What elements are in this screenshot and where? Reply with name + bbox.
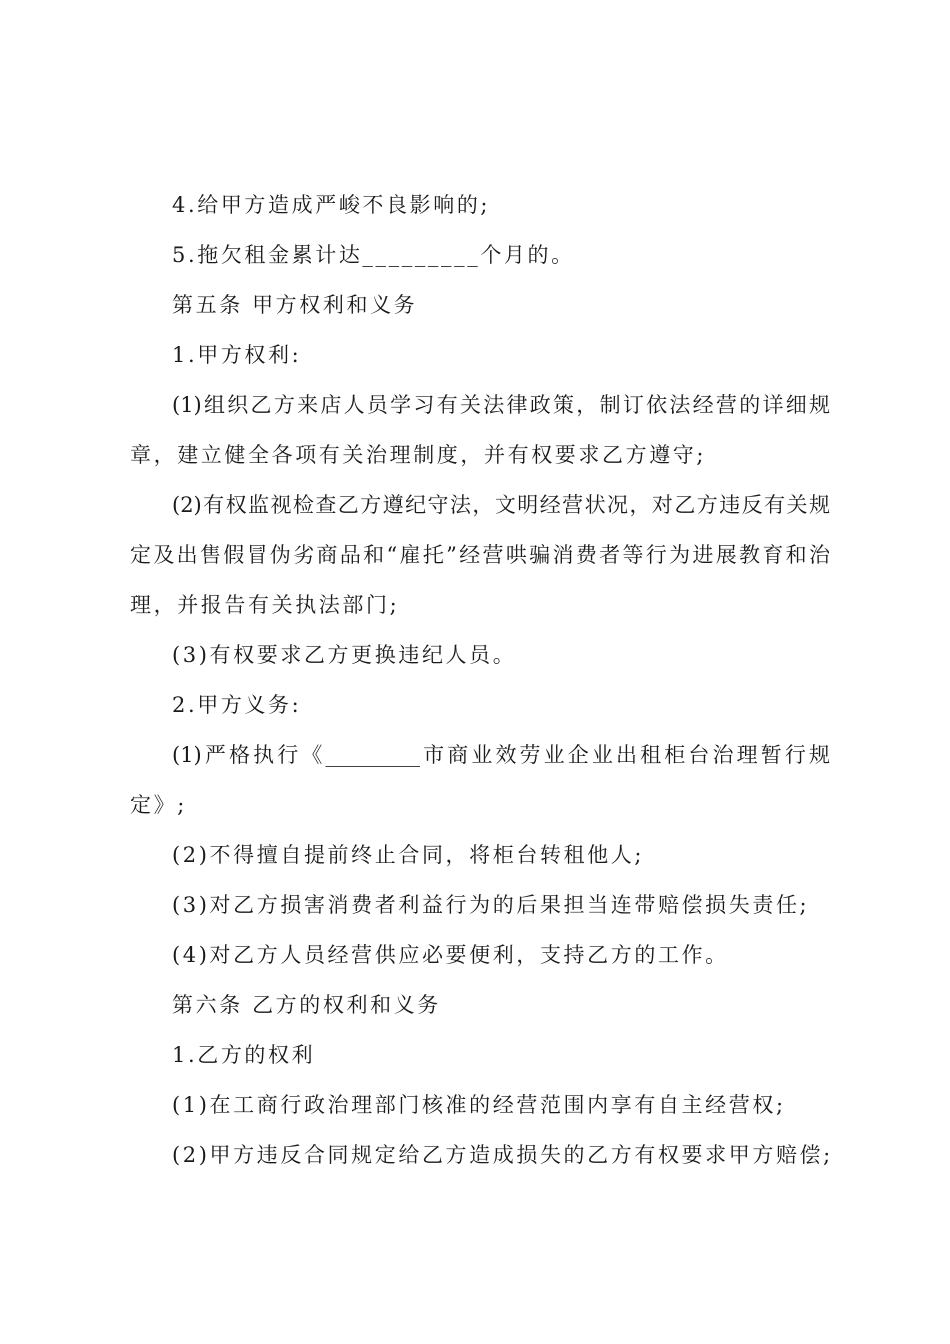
- party-a-duty-3: (3)对乙方损害消费者利益行为的后果担当连带赔偿损失责任;: [172, 893, 810, 917]
- party-a-duty-1-line-2: 定》;: [130, 793, 187, 817]
- party-a-rights-heading: 1.甲方权利:: [172, 343, 302, 367]
- clause-item-4: 4.给甲方造成严峻不良影响的;: [172, 193, 491, 217]
- clause-item-5: 5.拖欠租金累计达_________个月的。: [172, 243, 575, 267]
- party-a-right-2-line-1: (2)有权监视检查乙方遵纪守法，文明经营状况，对乙方违反有关规: [172, 493, 830, 517]
- party-b-right-1: (1)在工商行政治理部门核准的经营范围内享有自主经营权;: [172, 1093, 786, 1117]
- party-b-right-2: (2)甲方违反合同规定给乙方造成损失的乙方有权要求甲方赔偿;: [172, 1143, 833, 1167]
- party-a-duty-2: (2)不得擅自提前终止合同，将柜台转租他人;: [172, 843, 645, 867]
- article-5-heading: 第五条 甲方权利和义务: [172, 293, 418, 317]
- party-a-right-2-line-3: 理，并报告有关执法部门;: [130, 593, 400, 617]
- party-a-right-3: (3)有权要求乙方更换违纪人员。: [172, 643, 517, 667]
- party-a-right-1-line-1: (1)组织乙方来店人员学习有关法律政策，制订依法经营的详细规: [172, 393, 830, 417]
- party-b-rights-heading: 1.乙方的权利: [172, 1043, 316, 1067]
- party-a-duty-4: (4)对乙方人员经营供应必要便利，支持乙方的工作。: [172, 943, 729, 967]
- party-a-right-2-line-2: 定及出售假冒伪劣商品和“雇托”经营哄骗消费者等行为进展教育和治: [130, 543, 830, 567]
- party-a-right-1-line-2: 章，建立健全各项有关治理制度，并有权要求乙方遵守;: [130, 443, 707, 467]
- party-a-duties-heading: 2.甲方义务:: [172, 693, 302, 717]
- article-6-heading: 第六条 乙方的权利和义务: [172, 993, 441, 1017]
- party-a-duty-1-line-1: (1)严格执行《_________市商业效劳业企业出租柜台治理暂行规: [172, 743, 830, 767]
